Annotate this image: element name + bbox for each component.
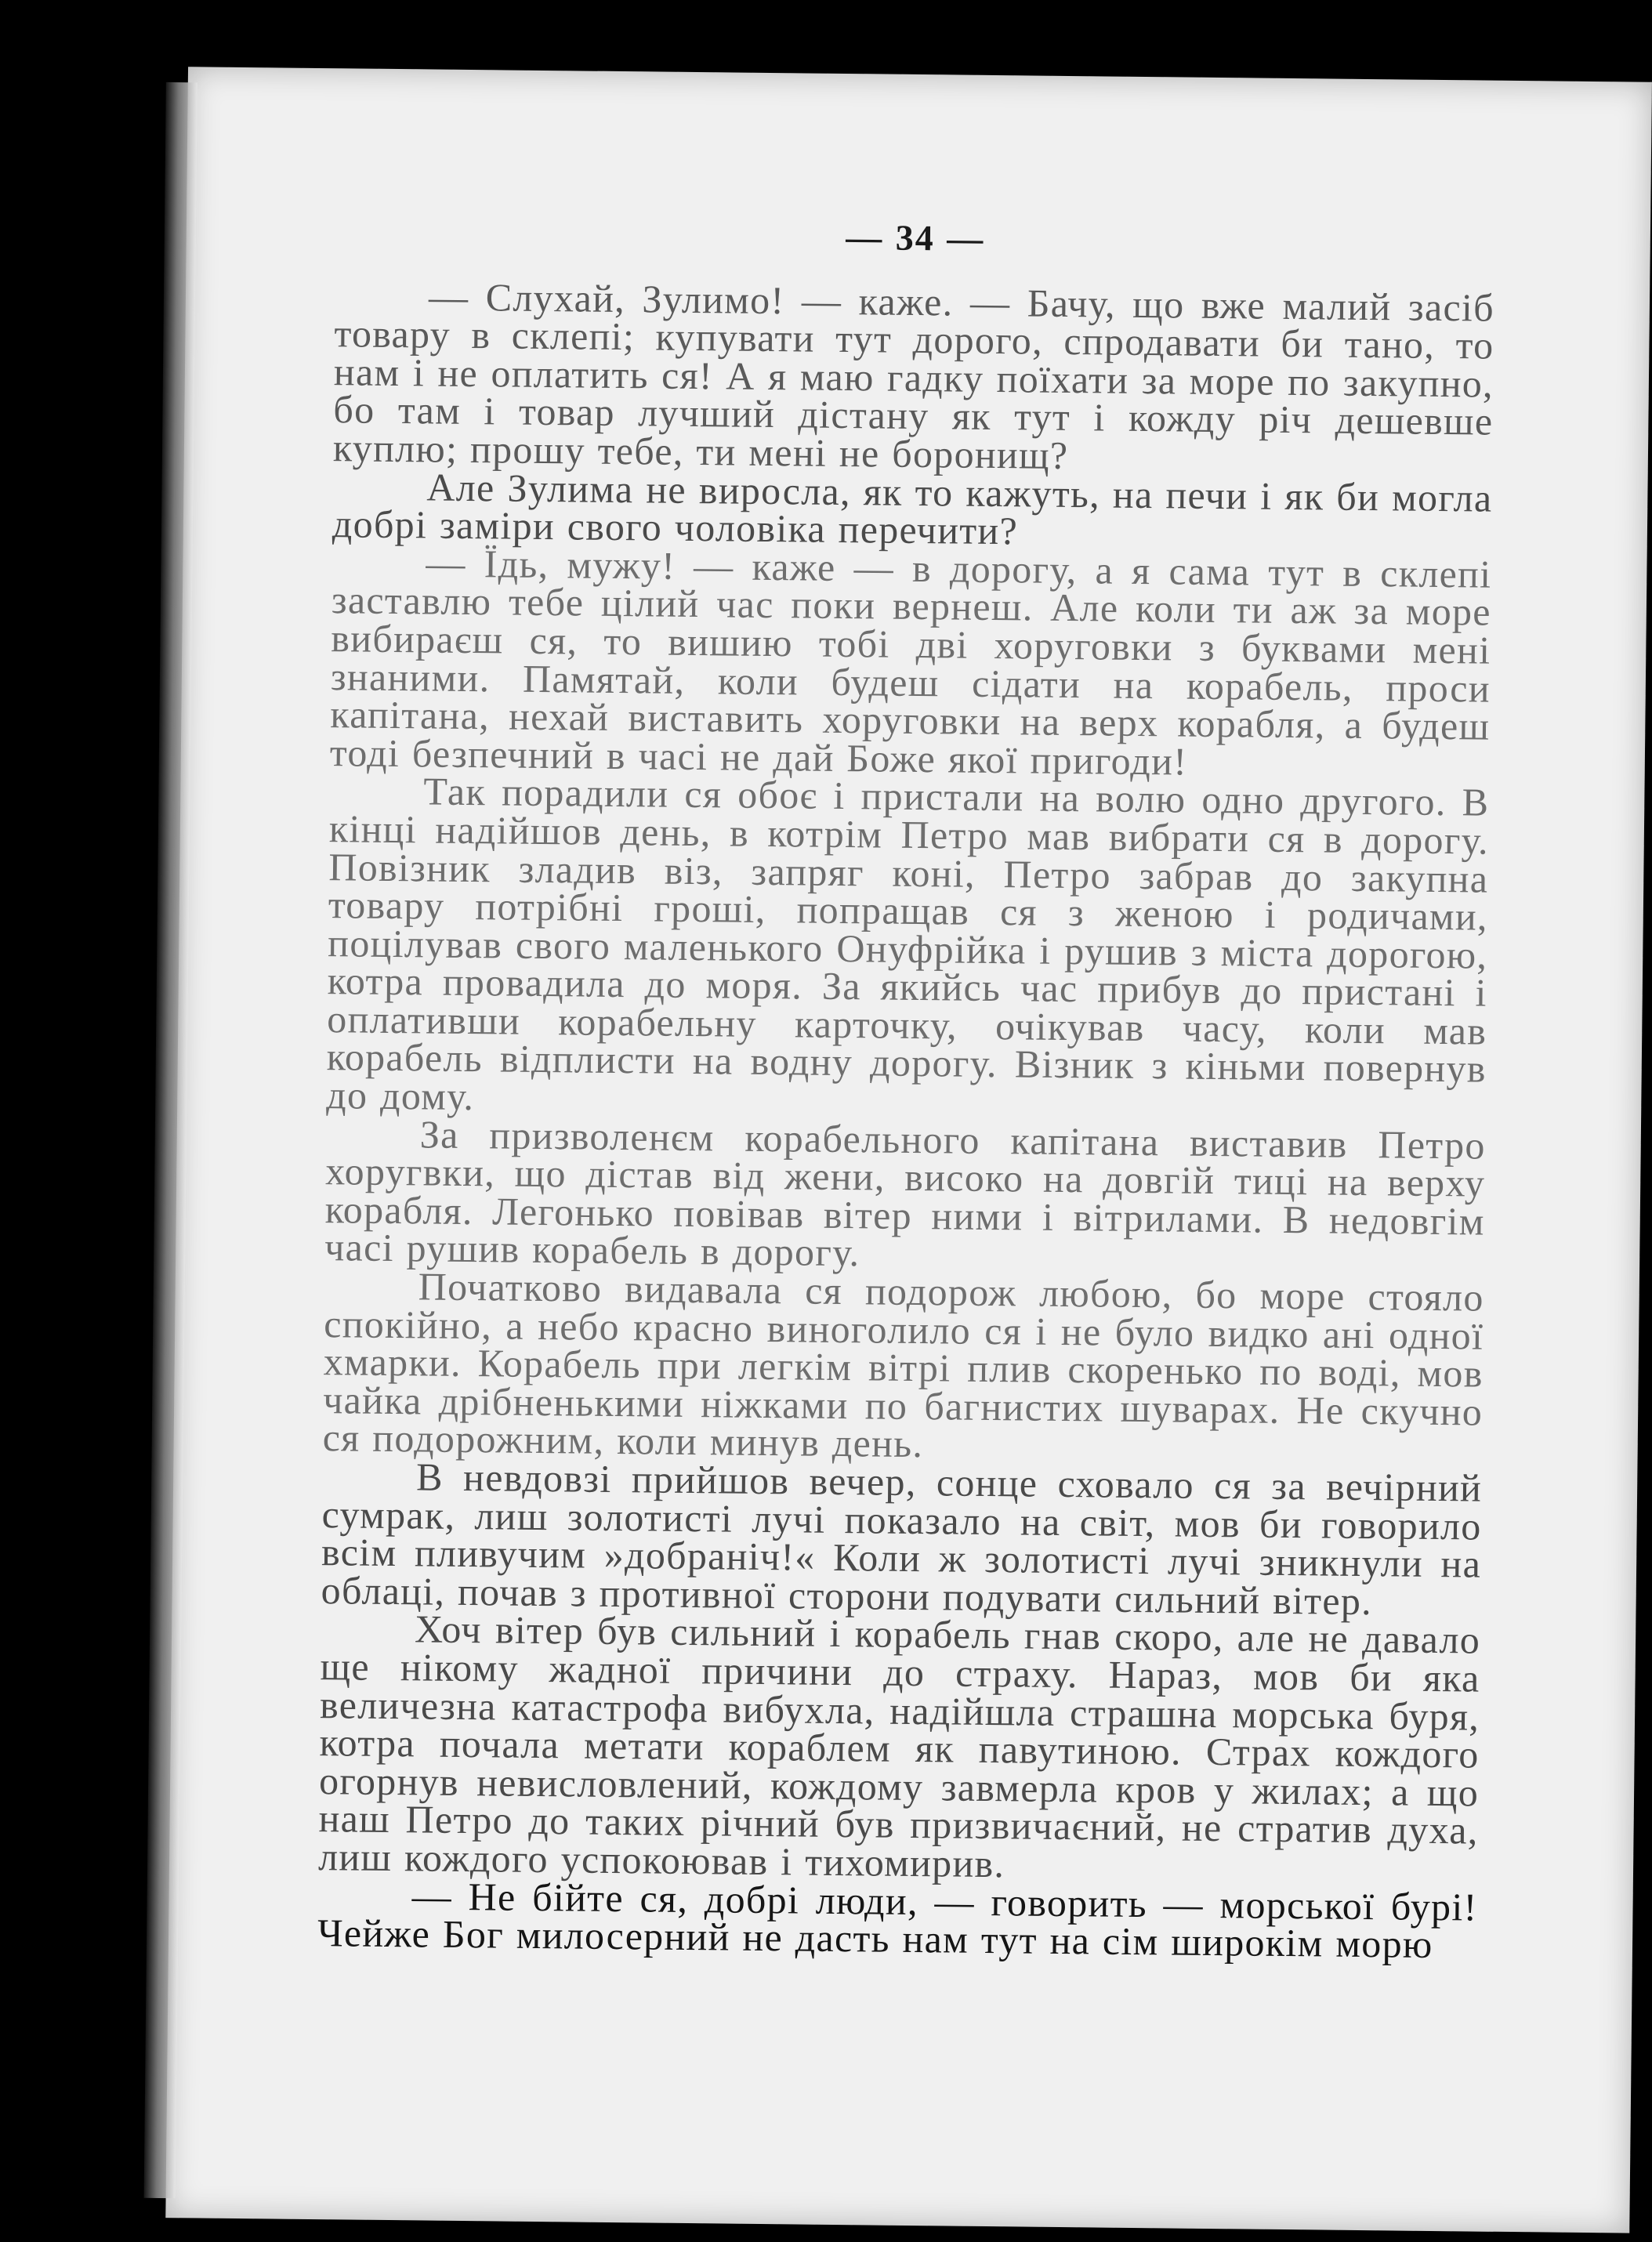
paragraph-3: — Їдь, мужу! — каже — в дорогу, а я сама тут в склепі заставлю тебе цілий час поки вернеш. Але коли ти аж за море вибираєш ся, то вишию тобі дві хоруговки з буквами мені знаними. Памятай, коли будеш сідати на корабель, проси капітана, нехай виставить хоруговки на верх корабля, а будеш тоді безпечний в часі не дай Боже якої пригоди! <box>329 541 1492 784</box>
page-sheet <box>165 67 1652 2233</box>
paragraph-5: За призволенєм корабельного капітана виставив Петро хоругвки, що дістав від жени, високо на довгій тиці на верху корабля. Легонько повівав вітер ними і вітрилами. В недовгім часі рушив корабель в дорогу. <box>324 1112 1487 1275</box>
paragraph-7: В невдовзі прийшов вечер, сонце сховало ся за вечірний сумрак, лиш золотисті лучі показало на світ, мов би говорило всім пливучим »добраніч!« Коли ж золотисті лучі зникнули на облаці, почав з противної сторони подувати сильний вітер. <box>321 1454 1483 1623</box>
paragraph-2: Але Зулима не виросла, як то кажуть, на печи і як би могла добрі заміри свого чоловіка перечити? <box>331 465 1493 553</box>
paragraph-1: — Слухай, Зулимо! — каже. — Бачу, що вже малий засіб товару в склепі; купувати тут дорого, спродавати би тано, то нам і не оплатить ся! А я маю гадку поїхати за море по закупно, бо там і товар лучший дістану як тут і кожду річ дешевше куплю; прошу тебе, ти мені не боронищ? <box>332 274 1495 477</box>
page-content <box>317 213 1495 1967</box>
paragraph-9: — Не бійте ся, добрі люди, — говорить — морської бурі! Чейже Бог милосерний не дасть нам тут на сім широкім морю <box>317 1873 1478 1967</box>
page-number: — 34 — <box>846 217 985 259</box>
paragraph-6: Початково видавала ся подорож любою, бо море стояло спокійно, а небо красно виноголило ся і не було видко ані одної хмарки. Корабель при легкім вітрі плив скоренько по воді, мов чайка дрібненькими ніжками по багнистих шуварах. Не скучно ся подорожним, коли минув день. <box>322 1264 1484 1466</box>
paragraph-8: Хоч вітер був сильний і корабель гнав скоро, але не давало ще нікому жадної причини до страху. Нараз, мов би яка величезна катастрофа вибухла, надійшла страшна морська буря, котра почала метати кораблем як павутиною. Страх кождого огорнув невисловлений, кождому завмерла кров у жилах; а що наш Петро до таких річний був призвичаєний, не стратив духа, лиш кождого успокоював і тихомирив. <box>317 1606 1481 1886</box>
paragraph-4: Так порадили ся обоє і пристали на волю одно другого. В кінці надійшов день, в котрім Петро мав вибрати ся в дорогу. Повізник зладив віз, запряг коні, Петро забрав до закупна товару потрібні гроші, попращав ся з женою і родичами, поцілував свого маленького Онуфрійка і рушив з міста дорогою, котра провадила до моря. За якийсь час прибув до пристані і оплативши корабельну карточку, очікував часу, коли мав корабель відплисти на водну дорогу. Візник з кіньми повернув до дому. <box>326 769 1490 1119</box>
